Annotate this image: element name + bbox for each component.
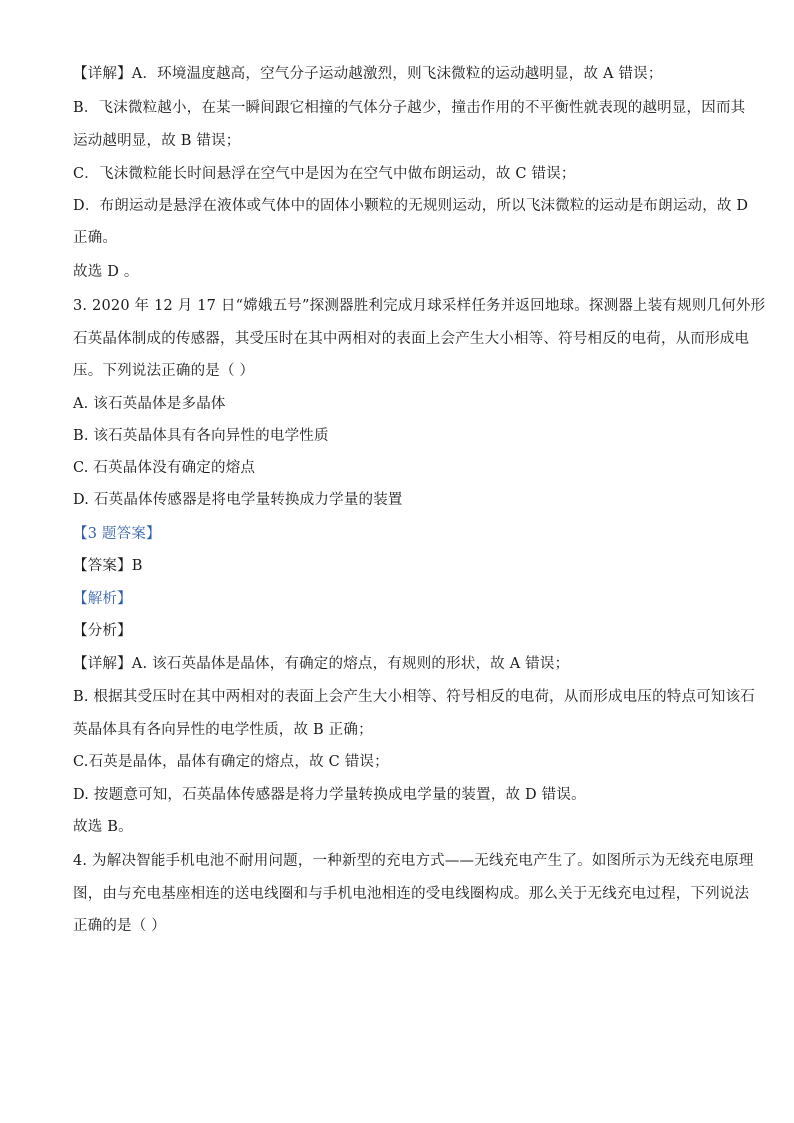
question-3-line-2: 石英晶体制成的传感器，其受压时在其中两相对的表面上会产生大小相等、符号相反的电荷，从而形成电 — [73, 331, 750, 347]
fenxi-heading: 【分析】 — [73, 623, 132, 639]
question-3-option-b: B. 该石英晶体具有各向异性的电学性质 — [73, 428, 329, 444]
choice-line: 故选 D 。 — [73, 264, 139, 280]
question-4-line-1: 4. 为解决智能手机电池不耐用问题，一种新型的充电方式——无线充电产生了。如图所示为无线充电原理 — [73, 853, 754, 869]
question-3-line-1: 3. 2020 年 12 月 17 日“嫦娥五号”探测器胜利完成月球采样任务并返回地球。探测器上装有规则几何外形 — [73, 298, 766, 314]
detail-d-line: D. 按题意可知，石英晶体传感器是将力学量转换成电学量的装置，故 D 错误。 — [73, 787, 586, 803]
option-d-continued: 正确。 — [73, 230, 118, 246]
detail-b-line: B. 根据其受压时在其中两相对的表面上会产生大小相等、符号相反的电荷，从而形成电压的特点可知该石 — [73, 689, 755, 705]
detail-c-line: C.石英是晶体，晶体有确定的熔点，故 C 错误； — [73, 754, 389, 770]
option-b-line: B．飞沫微粒越小，在某一瞬间跟它相撞的气体分子越少，撞击作用的不平衡性就表现的越明显，因而其 — [73, 100, 746, 116]
choice-line-2: 故选 B。 — [73, 819, 133, 835]
question-4-line-3: 正确的是（ ） — [73, 918, 167, 934]
detail-line-2: 【详解】A. 该石英晶体是晶体，有确定的熔点，有规则的形状，故 A 错误； — [73, 656, 570, 672]
option-d-line: D．布朗运动是悬浮在液体或气体中的固体小颗粒的无规则运动，所以飞沫微粒的运动是布朗运动，故 D — [73, 198, 749, 214]
question-3-option-d: D. 石英晶体传感器是将电学量转换成力学量的装置 — [73, 492, 403, 508]
analysis-heading: 【解析】 — [73, 591, 132, 607]
option-c-line: C．飞沫微粒能长时间悬浮在空气中是因为在空气中做布朗运动，故 C 错误； — [73, 166, 576, 182]
detail-b-continued: 英晶体具有各向异性的电学性质，故 B 正确； — [73, 722, 373, 738]
question-4-line-2: 图，由与充电基座相连的送电线圈和与手机电池相连的受电线圈构成。那么关于无线充电过程，下列说法 — [73, 886, 750, 902]
option-b-continued: 运动越明显，故 B 错误； — [73, 133, 241, 149]
question-3-option-a: A. 该石英晶体是多晶体 — [73, 396, 226, 412]
question-3-line-3: 压。下列说法正确的是（ ） — [73, 363, 255, 379]
answer-line: 【答案】B — [73, 558, 143, 574]
detail-line: 【详解】A．环境温度越高，空气分子运动越激烈，则飞沫微粒的运动越明显，故 A 错误； — [73, 66, 663, 82]
question-3-option-c: C. 石英晶体没有确定的熔点 — [73, 460, 256, 476]
answer-heading: 【3 题答案】 — [73, 526, 161, 542]
